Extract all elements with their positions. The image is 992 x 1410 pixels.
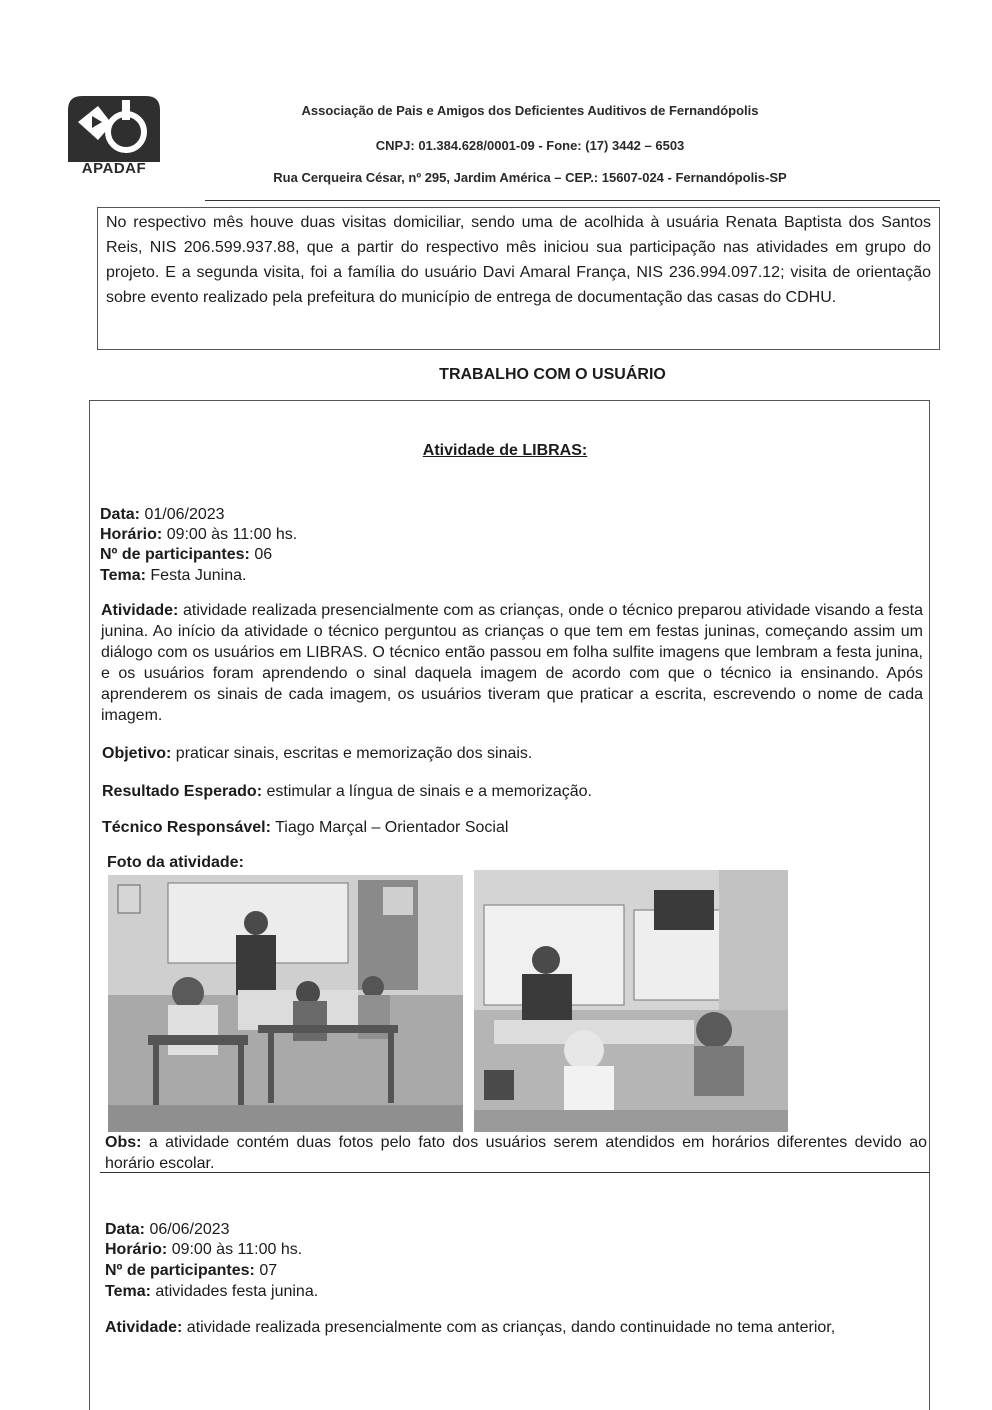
s2-theme-label: Tema: bbox=[105, 1283, 151, 1300]
s1-activity-label: Atividade: bbox=[101, 602, 179, 619]
section-title: TRABALHO COM O USUÁRIO bbox=[439, 366, 666, 383]
s2-date-label: Data: bbox=[105, 1221, 146, 1238]
s1-theme-label: Tema: bbox=[100, 567, 146, 584]
s1-activity bbox=[101, 600, 923, 726]
s2-activity-text: atividade realizada presencialmente com as crianças, dando continuidade no tema anterior, bbox=[186, 1319, 836, 1336]
address: Rua Cerqueira César, nº 295, Jardim América – CEP.: 15607-024 - Fernandópolis-SP bbox=[273, 170, 787, 185]
s2-participants-value: 07 bbox=[259, 1262, 278, 1279]
logo-caption: APADAF bbox=[81, 160, 147, 177]
photo-label: Foto da atividade: bbox=[107, 854, 244, 871]
s1-time-value: 09:00 às 11:00 hs. bbox=[166, 526, 298, 543]
s1-date-value: 01/06/2023 bbox=[144, 506, 225, 523]
org-name: Associação de Pais e Amigos dos Deficientes Auditivos de Fernandópolis bbox=[301, 103, 759, 118]
s1-date-label: Data: bbox=[100, 506, 141, 523]
session-divider bbox=[100, 1172, 930, 1173]
s1-technician-label: Técnico Responsável: bbox=[102, 819, 271, 836]
s2-participants bbox=[105, 1261, 277, 1281]
s1-participants-value: 06 bbox=[254, 546, 273, 563]
s1-theme bbox=[100, 566, 246, 586]
activity-photo-1 bbox=[108, 875, 463, 1132]
s1-participants-label: Nº de participantes: bbox=[100, 546, 250, 563]
cnpj-phone: CNPJ: 01.384.628/0001-09 - Fone: (17) 3442 – 6503 bbox=[375, 138, 685, 153]
s1-observation-text: a atividade contém duas fotos pelo fato dos usuários serem atendidos em horários diferentes devido ao horário escolar. bbox=[105, 1134, 927, 1172]
activity-title: Atividade de LIBRAS: bbox=[422, 442, 588, 459]
s2-time-value: 09:00 às 11:00 hs. bbox=[171, 1241, 303, 1258]
s1-time-label: Horário: bbox=[100, 526, 163, 543]
s2-theme bbox=[105, 1282, 318, 1302]
s1-expected-value: estimular a língua de sinais e a memorização. bbox=[266, 783, 592, 800]
intro-box bbox=[97, 207, 940, 350]
s1-theme-value: Festa Junina. bbox=[150, 567, 247, 584]
s1-observation bbox=[105, 1132, 927, 1174]
s2-time-label: Horário: bbox=[105, 1241, 168, 1258]
s2-activity-label: Atividade: bbox=[105, 1319, 183, 1336]
s2-date-value: 06/06/2023 bbox=[149, 1221, 230, 1238]
s1-participants bbox=[100, 545, 272, 565]
s1-expected bbox=[102, 782, 592, 802]
s1-objective bbox=[102, 744, 532, 764]
activity-photo-2 bbox=[474, 870, 788, 1132]
s1-technician-value: Tiago Marçal – Orientador Social bbox=[275, 819, 509, 836]
s1-observation-label: Obs: bbox=[105, 1134, 142, 1151]
s1-objective-label: Objetivo: bbox=[102, 745, 172, 762]
s1-time bbox=[100, 525, 297, 545]
s2-participants-label: Nº de participantes: bbox=[105, 1262, 255, 1279]
s2-activity bbox=[105, 1318, 835, 1338]
s1-expected-label: Resultado Esperado: bbox=[102, 783, 263, 800]
s1-technician bbox=[102, 818, 508, 838]
intro-text: No respectivo mês houve duas visitas domiciliar, sendo uma de acolhida à usuária Renata Baptista dos Santos Reis, NIS 206.599.937.88, que a partir do respectivo mês iniciou sua participação nas atividades em grupo do projeto. E a segunda visita, foi a família do usuário Davi Amaral França, NIS 236.994.097.12; visita de orientação sobre evento realizado pela prefeitura do município de entrega de documentação das casas do CDHU. bbox=[106, 214, 931, 306]
s1-objective-value: praticar sinais, escritas e memorização dos sinais. bbox=[175, 745, 533, 762]
logo-mark-icon bbox=[68, 96, 160, 162]
s2-date bbox=[105, 1220, 230, 1240]
s1-activity-text: atividade realizada presencialmente com as crianças, onde o técnico preparou atividade visando a festa junina. Ao início da atividade o técnico perguntou as crianças o que tem em festas juninas, começando assim um diálogo com os usuários em LIBRAS. O técnico então passou em folha sulfite imagens que lembram a festa junina, e os usuários foram aprendendo o sinal daquela imagem de acordo com que o técnico ia ensinando. Após aprenderem os sinais de cada imagem, os usuários tiveram que praticar a escrita, escrevendo o nome de cada imagem. bbox=[101, 602, 923, 724]
s1-date bbox=[100, 505, 225, 525]
header-divider bbox=[205, 200, 940, 201]
s2-theme-value: atividades festa junina. bbox=[155, 1283, 319, 1300]
s2-time bbox=[105, 1240, 302, 1260]
